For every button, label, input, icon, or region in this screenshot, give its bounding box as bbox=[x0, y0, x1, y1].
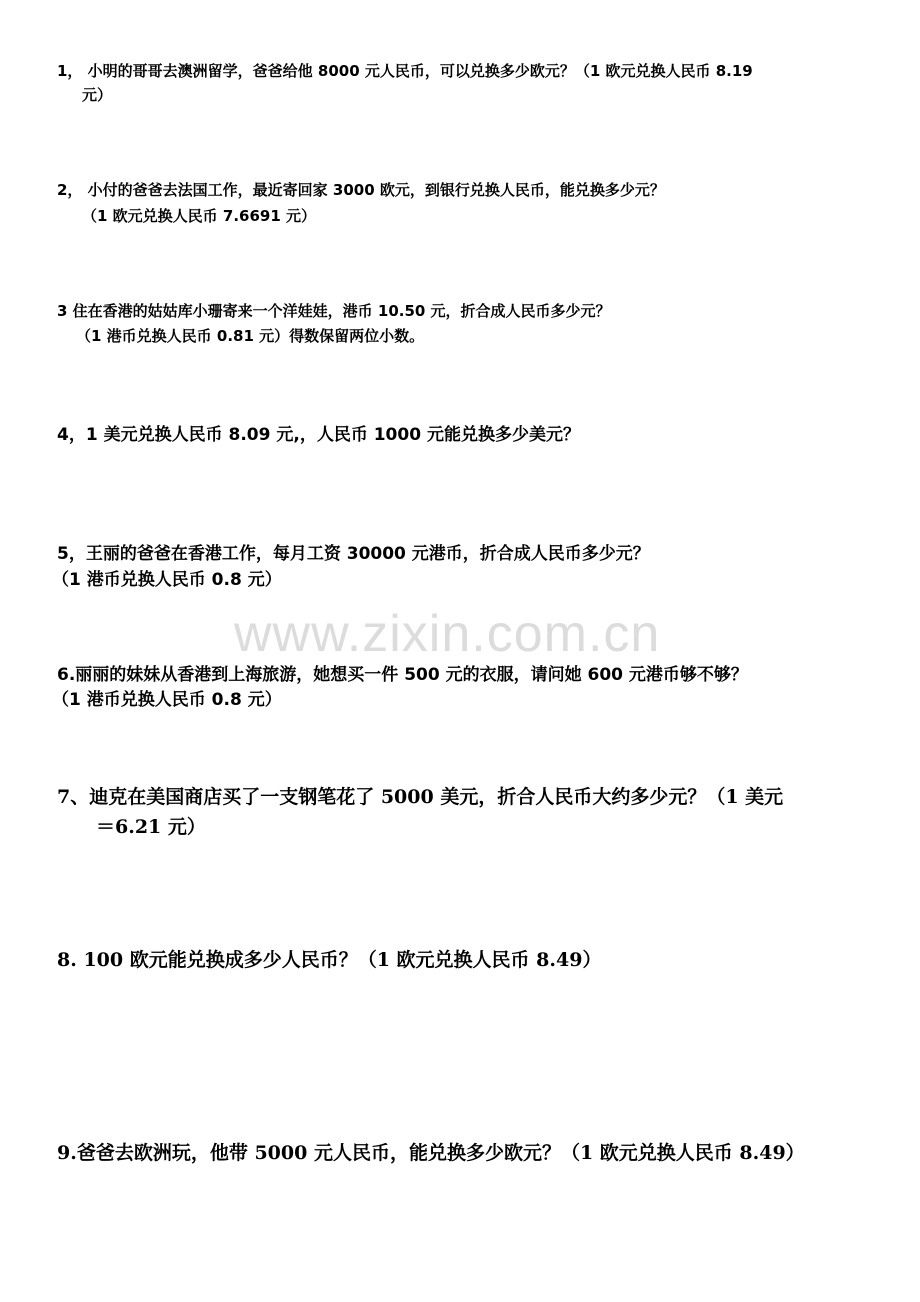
question-1-text: 1， 小明的哥哥去澳洲留学，爸爸给他 8000 元人民币，可以兑换多少欧元？（1 欧元兑换人民币 8.19 bbox=[57, 62, 753, 80]
question-7-rate: ＝6.21 元） bbox=[96, 816, 206, 838]
question-3-rate: （1 港币兑换人民币 0.81 元）得数保留两位小数。 bbox=[76, 327, 425, 345]
question-7-text: 7、迪克在美国商店买了一支钢笔花了 5000 美元，折合人民币大约多少元？（1 美元 bbox=[57, 786, 784, 808]
question-4-text: 4，1 美元兑换人民币 8.09 元,，人民币 1000 元能兑换多少美元？ bbox=[57, 425, 580, 445]
question-5-text: 5，王丽的爸爸在香港工作，每月工资 30000 元港币，折合成人民币多少元？ bbox=[57, 544, 650, 564]
question-2-text: 2， 小付的爸爸去法国工作，最近寄回家 3000 欧元，到银行兑换人民币，能兑换多少元？ bbox=[57, 181, 665, 199]
question-8-text: 8. 100 欧元能兑换成多少人民币？（1 欧元兑换人民币 8.49） bbox=[57, 949, 602, 971]
question-6-text: 6.丽丽的妹妹从香港到上海旅游，她想买一件 500 元的衣服，请问她 600 元港币够不够？ bbox=[57, 665, 748, 685]
question-2-rate: （1 欧元兑换人民币 7.6691 元） bbox=[82, 207, 316, 225]
question-5-rate: （1 港币兑换人民币 0.8 元） bbox=[52, 570, 282, 590]
question-9-text: 9.爸爸去欧洲玩，他带 5000 元人民币，能兑换多少欧元？（1 欧元兑换人民币 8.49） bbox=[57, 1142, 805, 1164]
watermark: www.zixin.com.cn bbox=[234, 605, 661, 663]
question-3-text: 3 住在香港的姑姑库小珊寄来一个洋娃娃，港币 10.50 元，折合成人民币多少元？ bbox=[57, 302, 611, 320]
question-6-rate: （1 港币兑换人民币 0.8 元） bbox=[52, 690, 282, 710]
question-1-text-continued: 元） bbox=[82, 86, 113, 104]
